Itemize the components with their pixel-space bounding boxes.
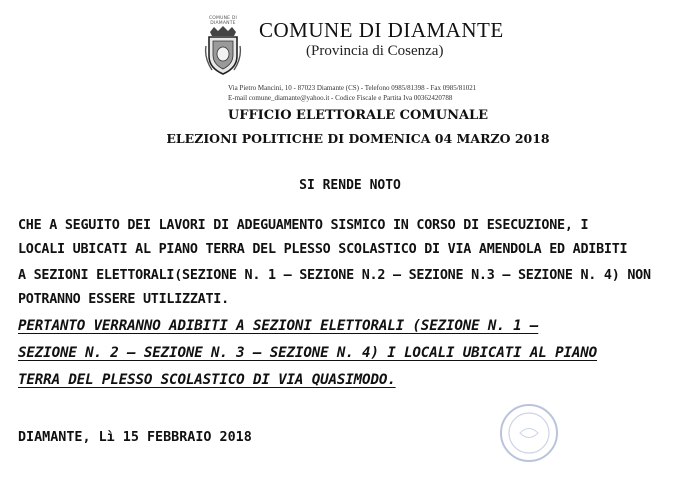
relocation-notice-line: SEZIONE N. 2 – SEZIONE N. 3 – SEZIONE N. 4) I LOCALI UBICATI AL PIANO xyxy=(18,345,598,361)
email-line: E-mail comune_diamante@yahoo.it - Codice Fiscale e Partita Iva 00362420788 xyxy=(228,94,453,102)
crest-shield-icon xyxy=(204,24,242,76)
address-line: Via Pietro Mancini, 10 - 87023 Diamante (CS) - Telefono 0985/81398 - Fax 0985/81021 xyxy=(228,84,477,92)
notice-paragraph-line: A SEZIONI ELETTORALI(SEZIONE N. 1 – SEZIONE N.2 – SEZIONE N.3 – SEZIONE N. 4) NON xyxy=(18,268,651,283)
municipality-name: COMUNE DI DIAMANTE xyxy=(259,18,504,42)
notice-paragraph-line: CHE A SEGUITO DEI LAVORI DI ADEGUAMENTO SISMICO IN CORSO DI ESECUZIONE, I xyxy=(18,218,589,233)
notice-paragraph-line: POTRANNO ESSERE UTILIZZATI. xyxy=(18,292,229,307)
relocation-notice-line: PERTANTO VERRANNO ADIBITI A SEZIONI ELETTORALI (SEZIONE N. 1 – xyxy=(18,318,539,334)
notice-heading: SI RENDE NOTO xyxy=(299,178,401,193)
office-title: UFFICIO ELETTORALE COMUNALE xyxy=(227,108,489,123)
notice-paragraph-line: LOCALI UBICATI AL PIANO TERRA DEL PLESSO SCOLASTICO DI VIA AMENDOLA ED ADIBITI xyxy=(18,242,628,257)
stamp-seal-icon xyxy=(498,402,560,464)
province-name: (Provincia di Cosenza) xyxy=(306,43,444,59)
municipal-crest xyxy=(196,16,250,76)
signature-date: DIAMANTE, Lì 15 FEBBRAIO 2018 xyxy=(18,430,252,445)
relocation-notice-line: TERRA DEL PLESSO SCOLASTICO DI VIA QUASIMODO. xyxy=(18,372,396,388)
official-stamp xyxy=(498,402,560,464)
crest-caption: COMUNE DI DIAMANTE xyxy=(208,16,238,26)
election-subject: ELEZIONI POLITICHE DI DOMENICA 04 MARZO 2018 xyxy=(166,131,550,146)
